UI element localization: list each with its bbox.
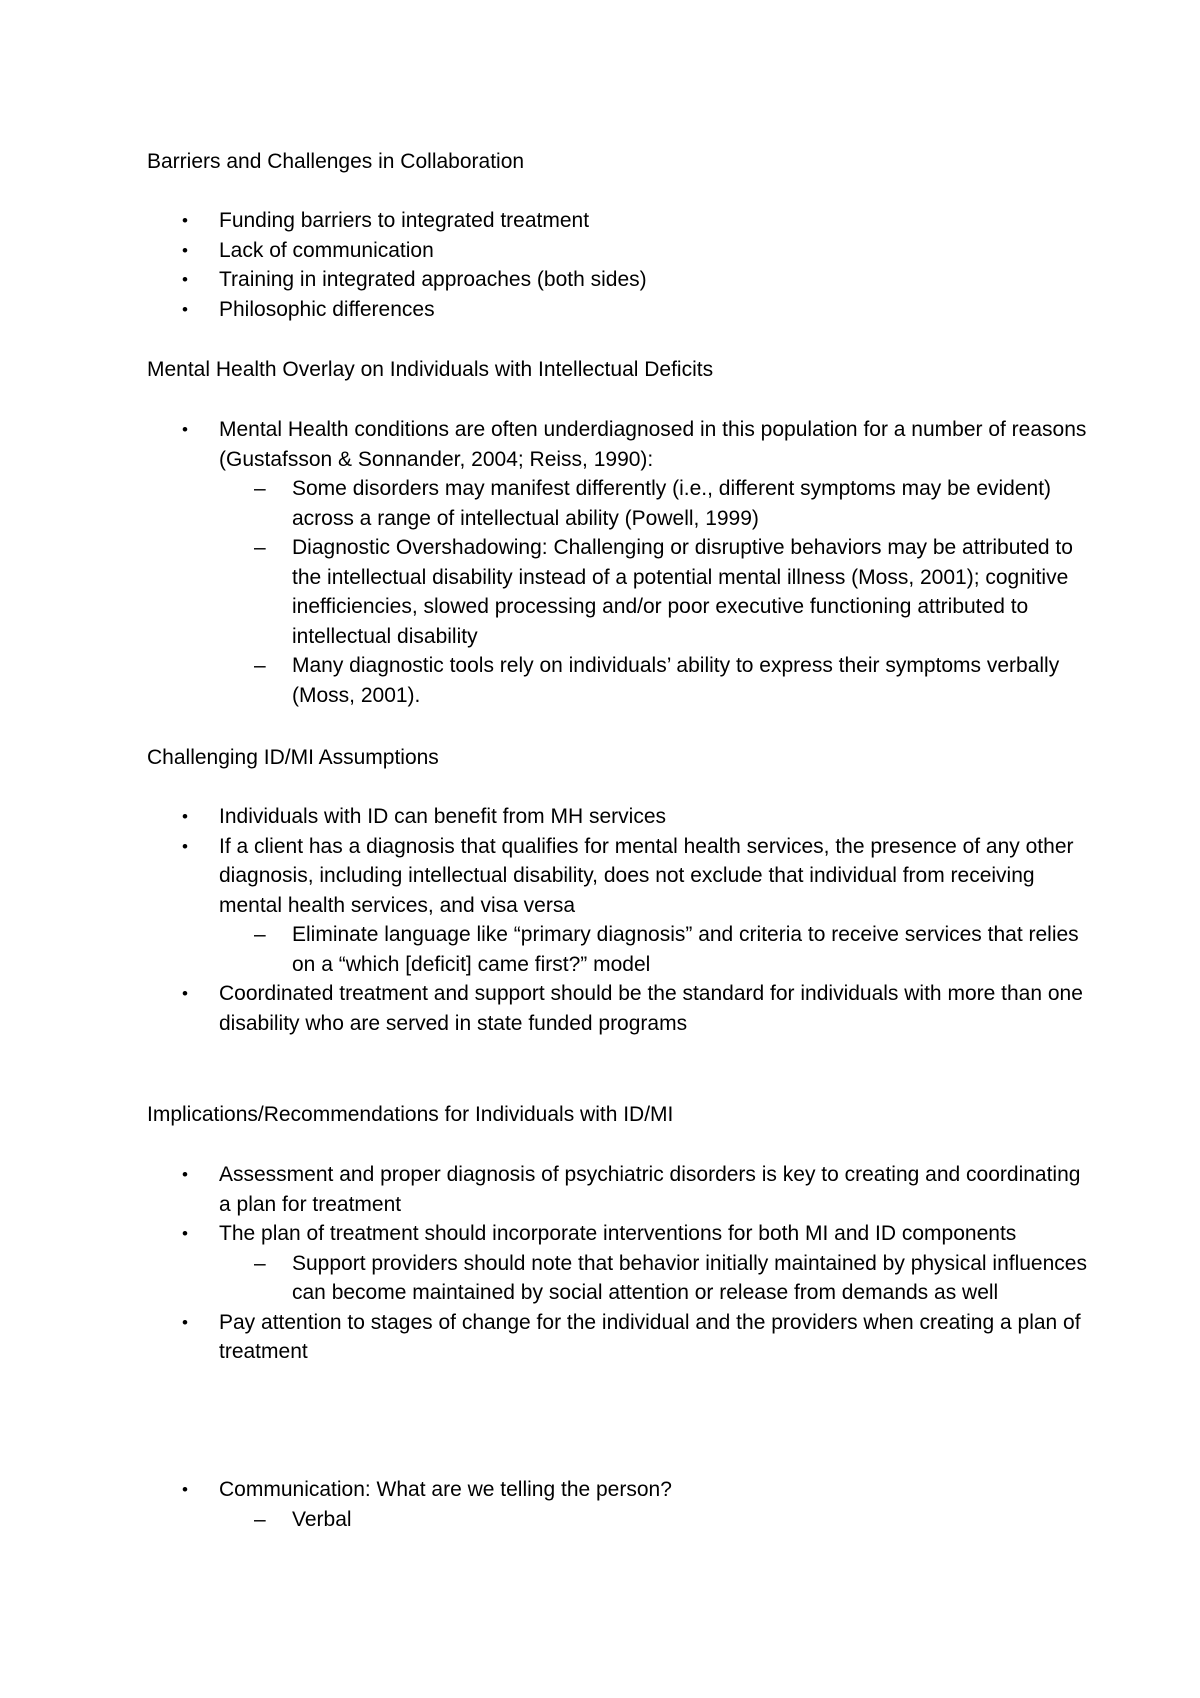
bullet-marker: • bbox=[182, 836, 188, 856]
bullet-marker: • bbox=[182, 1480, 188, 1499]
sub-list-item-text: Support providers should note that behavior initially maintained by physical influences can become maintained by social attention or release from demands as well bbox=[292, 1251, 1087, 1304]
section-heading: Challenging ID/MI Assumptions bbox=[147, 746, 439, 769]
list-item-text: Coordinated treatment and support should be the standard for individuals with more than one disability who are served in state funded programs bbox=[219, 982, 1083, 1035]
sub-list-item-text: Eliminate language like “primary diagnosis” and criteria to receive services that relies on a “which [deficit] came first?” model bbox=[292, 923, 1079, 976]
sub-list-item bbox=[219, 920, 1087, 979]
list-item bbox=[147, 295, 1087, 325]
bullet-marker: • bbox=[182, 984, 188, 1003]
list-item-text: If a client has a diagnosis that qualifies for mental health services, the presence of any other diagnosis, including intellectual disability, does not exclude that individual from receiving mental health services, and visa versa bbox=[219, 834, 1074, 917]
list-item bbox=[147, 1308, 1087, 1367]
sub-list bbox=[219, 1249, 1087, 1308]
list-item bbox=[147, 979, 1087, 1038]
list-item-text: Lack of communication bbox=[219, 238, 434, 262]
sub-list-item bbox=[219, 1249, 1087, 1308]
list-item bbox=[147, 1160, 1087, 1219]
list-item-text: Mental Health conditions are often underdiagnosed in this population for a number of reasons (Gustafsson & Sonnander, 2004; Reiss, 1990): bbox=[219, 418, 1087, 471]
sub-list-item bbox=[219, 1505, 1087, 1535]
sub-list bbox=[219, 474, 1087, 710]
sub-list-item-text: Some disorders may manifest differently (i.e., different symptoms may be evident) across a range of intellectual ability (Powell, 1999) bbox=[292, 477, 1052, 530]
sub-list-item-text: Verbal bbox=[292, 1507, 352, 1531]
bullet-marker: • bbox=[182, 1224, 188, 1243]
bullet-list bbox=[147, 1475, 1087, 1534]
section-heading: Implications/Recommendations for Individuals with ID/MI bbox=[147, 1103, 674, 1126]
section-challenging-assumptions bbox=[147, 743, 1087, 772]
section-barriers bbox=[147, 147, 1087, 176]
sub-list bbox=[219, 1505, 1087, 1535]
list-item bbox=[147, 1219, 1087, 1308]
section-mental-health-overlay bbox=[147, 355, 1087, 384]
sub-list-item bbox=[219, 533, 1087, 651]
bullet-list bbox=[147, 415, 1087, 710]
list-item bbox=[147, 265, 1087, 295]
sub-list bbox=[219, 920, 1087, 979]
sub-list-item bbox=[219, 651, 1087, 710]
dash-marker: – bbox=[254, 654, 266, 677]
bullet-marker: • bbox=[182, 240, 188, 260]
bullet-list bbox=[147, 802, 1087, 1038]
bullet-list bbox=[147, 1160, 1087, 1367]
list-item-text: Training in integrated approaches (both sides) bbox=[219, 268, 647, 291]
list-item-text: Funding barriers to integrated treatment bbox=[219, 209, 590, 232]
dash-marker: – bbox=[254, 477, 266, 500]
bullet-marker: • bbox=[182, 299, 188, 319]
bullet-marker: • bbox=[182, 1312, 188, 1332]
bullet-marker: • bbox=[182, 1165, 188, 1184]
list-item bbox=[147, 832, 1087, 980]
list-item-text: The plan of treatment should incorporate interventions for both MI and ID components bbox=[219, 1222, 1017, 1245]
sub-list-item-text: Many diagnostic tools rely on individuals’ ability to express their symptoms verbally (Moss, 2001). bbox=[292, 654, 1060, 707]
list-item-text: Individuals with ID can benefit from MH services bbox=[219, 805, 666, 828]
section-heading: Barriers and Challenges in Collaboration bbox=[147, 150, 525, 173]
bullet-marker: • bbox=[182, 211, 188, 230]
dash-marker: – bbox=[254, 536, 266, 559]
list-item bbox=[147, 415, 1087, 710]
dash-marker: – bbox=[254, 923, 266, 946]
list-item-text: Pay attention to stages of change for the individual and the providers when creating a plan of treatment bbox=[219, 1310, 1081, 1363]
section-heading: Mental Health Overlay on Individuals with Intellectual Deficits bbox=[147, 358, 714, 381]
list-item-text: Assessment and proper diagnosis of psychiatric disorders is key to creating and coordinating a plan for treatment bbox=[219, 1163, 1081, 1216]
section-implications bbox=[147, 1100, 1087, 1129]
bullet-marker: • bbox=[182, 807, 188, 826]
dash-marker: – bbox=[254, 1507, 266, 1531]
sub-list-item-text: Diagnostic Overshadowing: Challenging or disruptive behaviors may be attributed to the intellectual disability instead of a potential mental illness (Moss, 2001); cognitive inefficiencies, slowed processing and/or poor executive functioning attributed to intellectual disability bbox=[292, 536, 1073, 648]
list-item bbox=[147, 802, 1087, 832]
sub-list-item bbox=[219, 474, 1087, 533]
list-item-text: Philosophic differences bbox=[219, 297, 435, 321]
dash-marker: – bbox=[254, 1251, 266, 1275]
bullet-list bbox=[147, 206, 1087, 324]
bullet-marker: • bbox=[182, 420, 188, 439]
list-item bbox=[147, 236, 1087, 266]
list-item bbox=[147, 1475, 1087, 1534]
bullet-marker: • bbox=[182, 270, 188, 289]
list-item bbox=[147, 206, 1087, 236]
list-item-text: Communication: What are we telling the person? bbox=[219, 1478, 672, 1501]
